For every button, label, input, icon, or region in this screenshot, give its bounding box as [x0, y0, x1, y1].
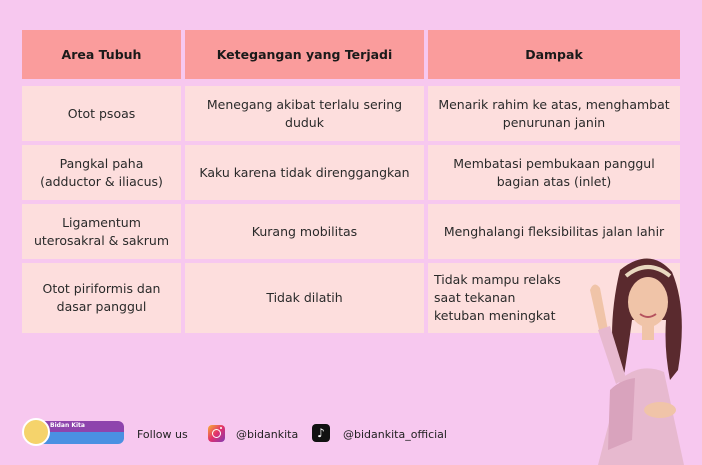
table-cell-ketegangan: Menegang akibat terlalu sering duduk — [185, 86, 424, 141]
table-cell-dampak: Menghalangi fleksibilitas jalan lahir — [428, 204, 680, 259]
table-cell-dampak: Membatasi pembukaan panggul bagian atas (inlet) — [428, 145, 680, 200]
table-cell-dampak: Menarik rahim ke atas, menghambat penurunan janin — [428, 86, 680, 141]
instagram-handle[interactable]: @bidankita — [236, 428, 299, 441]
table-cell-ketegangan: Kurang mobilitas — [185, 204, 424, 259]
table-cell-area: Otot piriformis dan dasar panggul — [22, 263, 181, 333]
follow-label: Follow us — [137, 428, 188, 441]
header-area-tubuh: Area Tubuh — [22, 30, 181, 79]
table-cell-ketegangan: Tidak dilatih — [185, 263, 424, 333]
brand-logo — [22, 418, 124, 446]
table-cell-dampak: Tidak mampu relaks saat tekanan ketuban meningkat — [428, 263, 680, 333]
header-dampak: Dampak — [428, 30, 680, 79]
brand-name: Bidan Kita — [50, 422, 85, 429]
table-cell-area: Ligamentum uterosakral & sakrum — [22, 204, 181, 259]
tiktok-icon[interactable]: ♪ — [312, 424, 330, 442]
table-cell-ketegangan: Kaku karena tidak direnggangkan — [185, 145, 424, 200]
table-cell-area: Pangkal paha (adductor & iliacus) — [22, 145, 181, 200]
instagram-icon[interactable] — [208, 425, 225, 442]
avatar — [22, 418, 50, 446]
footer — [0, 416, 702, 452]
table-cell-area: Otot psoas — [22, 86, 181, 141]
header-ketegangan: Ketegangan yang Terjadi — [185, 30, 424, 79]
tiktok-handle[interactable]: @bidankita_official — [343, 428, 447, 441]
